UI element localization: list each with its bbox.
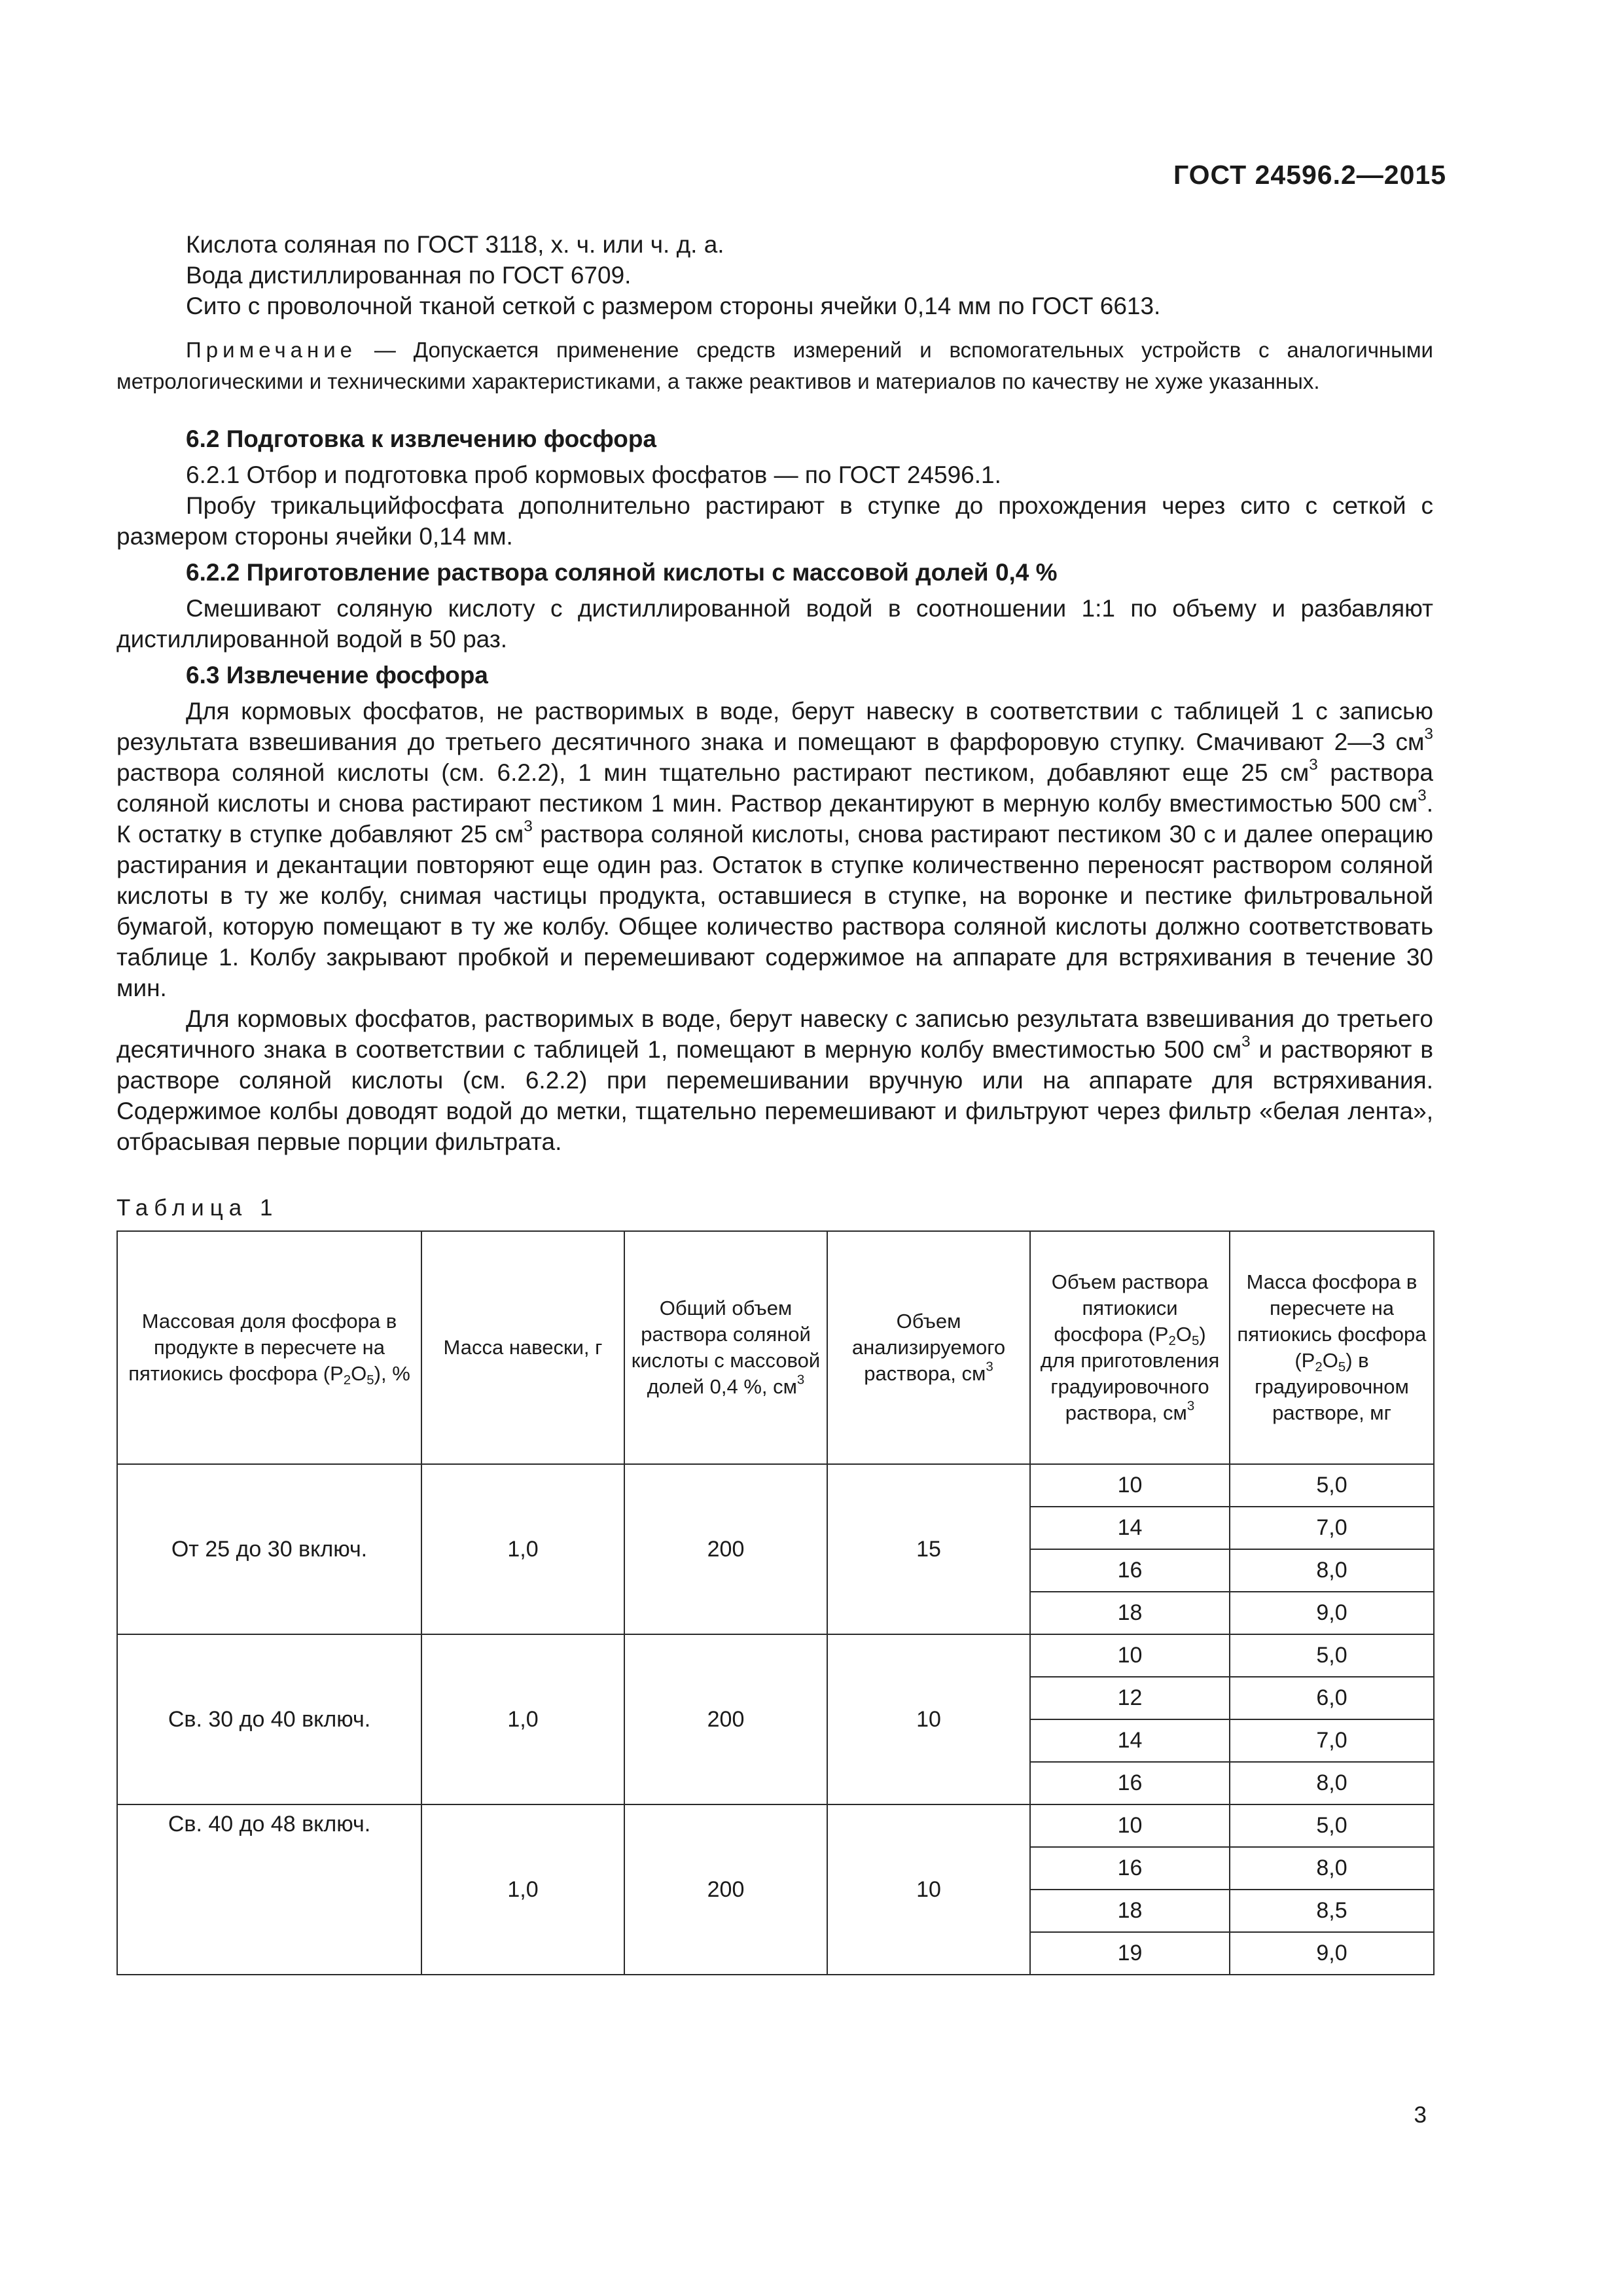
phosphorus-mass-cell: 7,0 <box>1230 1719 1434 1762</box>
section-6-2-1-paragraph-2: Пробу трикальцийфосфата дополнительно растирают в ступке до прохождения через сито с сеткой с размером стороны ячейки 0,14 мм. <box>116 492 1433 550</box>
p2o5-volume-cell: 16 <box>1030 1847 1230 1890</box>
table-row <box>117 1634 1434 1677</box>
group-analyzed-volume-cell: 15 <box>827 1464 1030 1634</box>
group-range-cell: Св. 30 до 40 включ. <box>117 1634 421 1804</box>
column-header-phosphorus-mass: Масса фосфора в пересчете на пятиокись фосфора $(P_2O_5)$ в градуировочном растворе, мг <box>1230 1231 1434 1464</box>
reagent-line-water: Вода дистиллированная по ГОСТ 6709. <box>186 262 632 289</box>
p2o5-volume-cell: 14 <box>1030 1507 1230 1549</box>
column-header-phosphorus-fraction: Массовая доля фосфора в продукте в пересчете на пятиокись фосфора $(P_2O_5)$, % <box>117 1231 421 1464</box>
group-analyzed-volume-cell: 10 <box>827 1634 1030 1804</box>
reagent-line-hcl: Кислота соляная по ГОСТ 3118, х. ч. или ч. д. а. <box>186 231 724 258</box>
reagent-line-sieve: Сито с проволочной тканой сеткой с размером стороны ячейки 0,14 мм по ГОСТ 6613. <box>186 293 1161 319</box>
column-header-total-volume: Общий объем раствора соляной кислоты с массовой долей 0,4 %, $см^3$ <box>624 1231 827 1464</box>
section-6-3-paragraph-1: Для кормовых фосфатов, не растворимых в воде, берут навеску в соответствии с таблицей 1 с записью результата взвешивания до третьего десятичного знака и помещают в фарфоровую ступку. Смачивают 2—3 $см^3$ раствора соляной кислоты (см. 6.2.2), 1 мин тщательно растирают пестиком, добавляют еще 25 $см^3$ раствора соляной кислоты и снова растирают пестиком 1 мин. Раствор декантируют в мерную колбу вместимостью 500 $см^3$. К остатку в ступке добавляют 25 $см^3$ раствора соляной кислоты, снова растирают пестиком 30 с и далее операцию растирания и декантации повторяют еще один раз. Остаток в ступке количественно переносят раствором соляной кислоты в ту же колбу, снимая частицы продукта, оставшиеся в ступке, на воронке и пестике фильтровальной бумагой, которую помещают в ту же колбу. Общее количество раствора соляной кислоты должно соответствовать таблице 1. Колбу закрывают пробкой и перемешивают содержимое на аппарате для встряхивания в течение 30 мин. <box>116 698 1433 1001</box>
section-6-2-heading: 6.2 Подготовка к извлечению фосфора <box>186 425 657 452</box>
p2o5-volume-cell: 19 <box>1030 1932 1230 1975</box>
p2o5-volume-cell: 18 <box>1030 1890 1230 1932</box>
group-range-cell: Св. 40 до 48 включ. <box>117 1804 421 1975</box>
group-mass-cell: 1,0 <box>421 1804 624 1975</box>
table-caption: Таблица 1 <box>116 1195 279 1221</box>
section-6-3-heading: 6.3 Извлечение фосфора <box>186 662 488 689</box>
phosphorus-mass-cell: 8,5 <box>1230 1890 1434 1932</box>
section-6-3-paragraph-2: Для кормовых фосфатов, растворимых в воде, берут навеску с записью результата взвешивания до третьего десятичного знака в соответствии с таблицей 1, помещают в мерную колбу вместимостью 500 $см^3$ и растворяют в растворе соляной кислоты (см. 6.2.2) при перемешивании вручную или на аппарате для встряхивания. Содержимое колбы доводят водой до метки, тщательно перемешивают и фильтруют через фильтр «белая лента», отбрасывая первые порции фильтрата. <box>116 1005 1433 1155</box>
column-header-p2o5-solution-volume: Объем раствора пятиокиси фосфора $(P_2O_5)$ для приготовления градуировочного раствора, $см^3$ <box>1030 1231 1230 1464</box>
group-analyzed-volume-cell: 10 <box>827 1804 1030 1975</box>
p2o5-volume-cell: 10 <box>1030 1804 1230 1847</box>
p2o5-volume-cell: 18 <box>1030 1592 1230 1634</box>
section-6-2-2-paragraph: Смешивают соляную кислоту с дистиллированной водой в соотношении 1:1 по объему и разбавляют дистиллированной водой в 50 раз. <box>116 595 1433 653</box>
group-total-volume-cell: 200 <box>624 1804 827 1975</box>
group-total-volume-cell: 200 <box>624 1464 827 1634</box>
phosphorus-mass-cell: 5,0 <box>1230 1464 1434 1507</box>
p2o5-volume-cell: 16 <box>1030 1549 1230 1592</box>
group-range-cell: От 25 до 30 включ. <box>117 1464 421 1634</box>
group-mass-cell: 1,0 <box>421 1464 624 1634</box>
table-header-row <box>117 1231 1434 1464</box>
note-paragraph <box>116 334 1433 397</box>
p2o5-volume-cell: 10 <box>1030 1464 1230 1507</box>
phosphorus-mass-cell: 8,0 <box>1230 1549 1434 1592</box>
p2o5-volume-cell: 16 <box>1030 1762 1230 1804</box>
table-row <box>117 1464 1434 1507</box>
column-header-sample-mass: Масса навески, г <box>421 1231 624 1464</box>
p2o5-volume-cell: 10 <box>1030 1634 1230 1677</box>
phosphorus-mass-cell: 8,0 <box>1230 1762 1434 1804</box>
table-row <box>117 1804 1434 1847</box>
column-header-analyzed-volume: Объем анализируемого раствора, $см^3$ <box>827 1231 1030 1464</box>
group-total-volume-cell: 200 <box>624 1634 827 1804</box>
group-mass-cell: 1,0 <box>421 1634 624 1804</box>
phosphorus-mass-cell: 6,0 <box>1230 1677 1434 1719</box>
note-text: — Допускается применение средств измерений и вспомогательных устройств с аналогичными метрологическими и техническими характеристиками, а также реактивов и материалов по качеству не хуже указанных. <box>116 338 1433 393</box>
note-label: Примечание <box>186 338 357 362</box>
table-1 <box>116 1230 1435 1975</box>
phosphorus-mass-cell: 9,0 <box>1230 1932 1434 1975</box>
phosphorus-mass-cell: 8,0 <box>1230 1847 1434 1890</box>
standard-number-header: ГОСТ 24596.2—2015 <box>1173 160 1446 190</box>
section-6-2-2-heading: 6.2.2 Приготовление раствора соляной кислоты с массовой долей 0,4 % <box>186 559 1058 586</box>
p2o5-volume-cell: 14 <box>1030 1719 1230 1762</box>
section-6-2-1-paragraph: 6.2.1 Отбор и подготовка проб кормовых фосфатов — по ГОСТ 24596.1. <box>186 461 1001 488</box>
page-content <box>116 229 1433 1975</box>
phosphorus-mass-cell: 5,0 <box>1230 1804 1434 1847</box>
page-number: 3 <box>1414 2102 1427 2128</box>
phosphorus-mass-cell: 5,0 <box>1230 1634 1434 1677</box>
phosphorus-mass-cell: 9,0 <box>1230 1592 1434 1634</box>
phosphorus-mass-cell: 7,0 <box>1230 1507 1434 1549</box>
p2o5-volume-cell: 12 <box>1030 1677 1230 1719</box>
